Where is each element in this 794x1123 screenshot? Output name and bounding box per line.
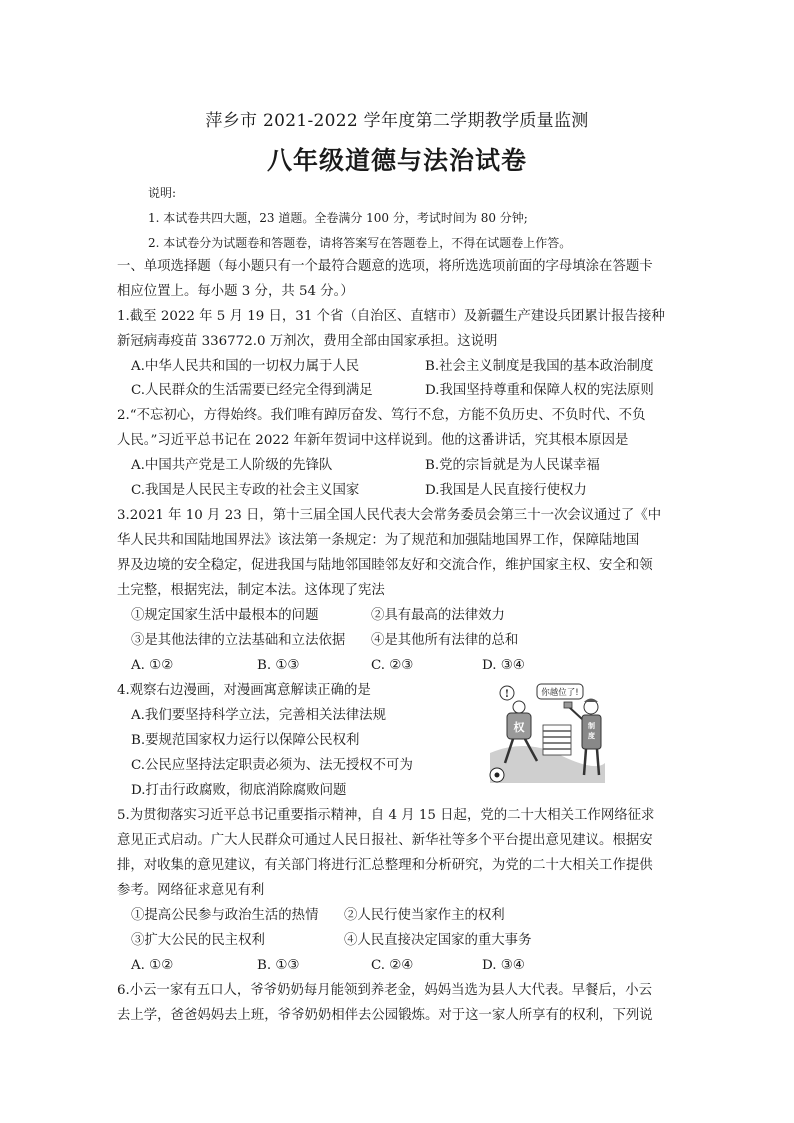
- q2-option-a: A.中国共产党是工人阶级的先锋队: [131, 458, 333, 473]
- q3-line-1: 3.2021 年 10 月 23 日，第十三届全国人民代表大会常务委员会第三十一次会议通过了《中: [117, 508, 662, 523]
- q2-option-c: C.我国是人民民主专政的社会主义国家: [131, 483, 360, 498]
- note-item-2: 2. 本试卷分为试题卷和答题卷，请将答案写在答题卷上，不得在试题卷上作答。: [148, 236, 572, 250]
- q6-line-2: 去上学，爸爸妈妈去上班，爷爷奶奶相伴去公园锻炼。对于这一家人所享有的权利，下列说: [117, 1008, 653, 1023]
- q2-line-2: 人民。”习近平总书记在 2022 年新年贺词中这样说到。他的这番讲话，究其根本原因是: [117, 433, 629, 448]
- note-item-1: 1. 本试卷共四大题，23 道题。全卷满分 100 分，考试时间为 80 分钟;: [148, 211, 528, 225]
- q5-statement-3: ③扩大公民的民主权利: [131, 933, 265, 948]
- exam-header-title: 萍乡市 2021-2022 学年度第二学期教学质量监测: [205, 111, 589, 131]
- q3-statement-3: ③是其他法律的立法基础和立法依据: [131, 633, 346, 648]
- q5-statement-1: ①提高公民参与政治生活的热情: [131, 908, 319, 923]
- q5-option-c: C. ②④: [371, 958, 414, 973]
- q3-statement-2: ②具有最高的法律效力: [371, 608, 505, 623]
- q2-option-d: D.我国是人民直接行使权力: [425, 483, 587, 498]
- q3-option-c: C. ②③: [371, 658, 414, 673]
- q3-line-4: 土完整，根据宪法，制定本法。这体现了宪法: [117, 583, 385, 598]
- q4-option-a: A.我们要坚持科学立法，完善相关法律法规: [131, 708, 386, 723]
- speech-text: 你越位了!: [541, 688, 579, 698]
- referee-badge-bottom: 度: [588, 731, 595, 740]
- q5-line-4: 参考。网络征求意见有利: [117, 883, 265, 898]
- notes-label: 说明:: [148, 186, 177, 200]
- q6-line-1: 6.小云一家有五口人，爷爷奶奶每月能领到养老金，妈妈当选为县人大代表。早餐后，小云: [117, 983, 653, 998]
- referee-flag: [564, 702, 572, 708]
- q3-statement-1: ①规定国家生活中最根本的问题: [131, 608, 319, 623]
- q1-option-d: D.我国坚持尊重和保障人权的宪法原则: [425, 383, 654, 398]
- q5-option-a: A. ①②: [131, 958, 174, 973]
- q3-statement-4: ④是其他所有法律的总和: [371, 633, 519, 648]
- q3-line-2: 华人民共和国陆地国界法》该法第一条规定：为了规范和加强陆地国界工作，保障陆地国: [117, 533, 640, 548]
- q3-option-b: B. ①③: [257, 658, 300, 673]
- player-head: [513, 701, 525, 713]
- cartoon-illustration: [485, 683, 610, 790]
- svg-text:!: !: [504, 689, 510, 700]
- referee-badge-top: 制: [588, 721, 595, 730]
- q4-option-b: B.要规范国家权力运行以保障公民权利: [131, 733, 360, 748]
- q5-line-2: 意见正式启动。广大人民群众可通过人民日报社、新华社等多个平台提出意见建议。根据安: [117, 833, 653, 848]
- q3-option-d: D. ③④: [482, 658, 525, 673]
- player-tag: 权: [513, 721, 525, 734]
- section1-line-1: 一、单项选择题（每小题只有一个最符合题意的选项，将所选选项前面的字母填涂在答题卡: [117, 259, 653, 274]
- referee-head: [584, 700, 598, 714]
- q5-line-3: 排，对收集的意见建议，有关部门将进行汇总整理和分析研究，为党的二十大相关工作提供: [117, 858, 653, 873]
- q1-option-b: B.社会主义制度是我国的基本政治制度: [425, 359, 654, 374]
- q2-line-1: 2.“不忘初心，方得始终。我们唯有踔厉奋发、笃行不怠，方能不负历史、不负时代、不负: [117, 408, 646, 423]
- q3-line-3: 界及边境的安全稳定，促进我国与陆地邻国睦邻友好和交流合作，维护国家主权、安全和领: [117, 558, 653, 573]
- q1-option-c: C.人民群众的生活需要已经完全得到满足: [131, 383, 373, 398]
- striped-sign: [543, 725, 571, 755]
- q4-option-c: C.公民应坚持法定职责必须为、法无授权不可为: [131, 758, 413, 773]
- section1-line-2: 相应位置上。每小题 3 分，共 54 分。）: [117, 284, 354, 299]
- q5-option-b: B. ①③: [257, 958, 300, 973]
- q5-statement-2: ②人民行使当家作主的权利: [344, 908, 505, 923]
- exam-subject-title: 八年级道德与法治试卷: [266, 146, 527, 175]
- q4-option-d: D.打击行政腐败，彻底消除腐败问题: [131, 783, 347, 798]
- q5-line-1: 5.为贯彻落实习近平总书记重要指示精神，自 4 月 15 日起，党的二十大相关工作网络征求: [117, 808, 655, 823]
- q5-option-d: D. ③④: [482, 958, 525, 973]
- q1-line-2: 新冠病毒疫苗 336772.0 万剂次，费用全部由国家承担。这说明: [117, 334, 498, 349]
- q5-statement-4: ④人民直接决定国家的重大事务: [344, 933, 532, 948]
- q2-option-b: B.党的宗旨就是为人民谋幸福: [425, 458, 600, 473]
- q3-option-a: A. ①②: [131, 658, 174, 673]
- q1-line-1: 1.截至 2022 年 5 月 19 日，31 个省（自治区、直辖市）及新疆生产建设兵团累计报告接种: [117, 309, 665, 324]
- q4-line-1: 4.观察右边漫画，对漫画寓意解读正确的是: [117, 683, 371, 698]
- q1-option-a: A.中华人民共和国的一切权力属于人民: [131, 359, 360, 374]
